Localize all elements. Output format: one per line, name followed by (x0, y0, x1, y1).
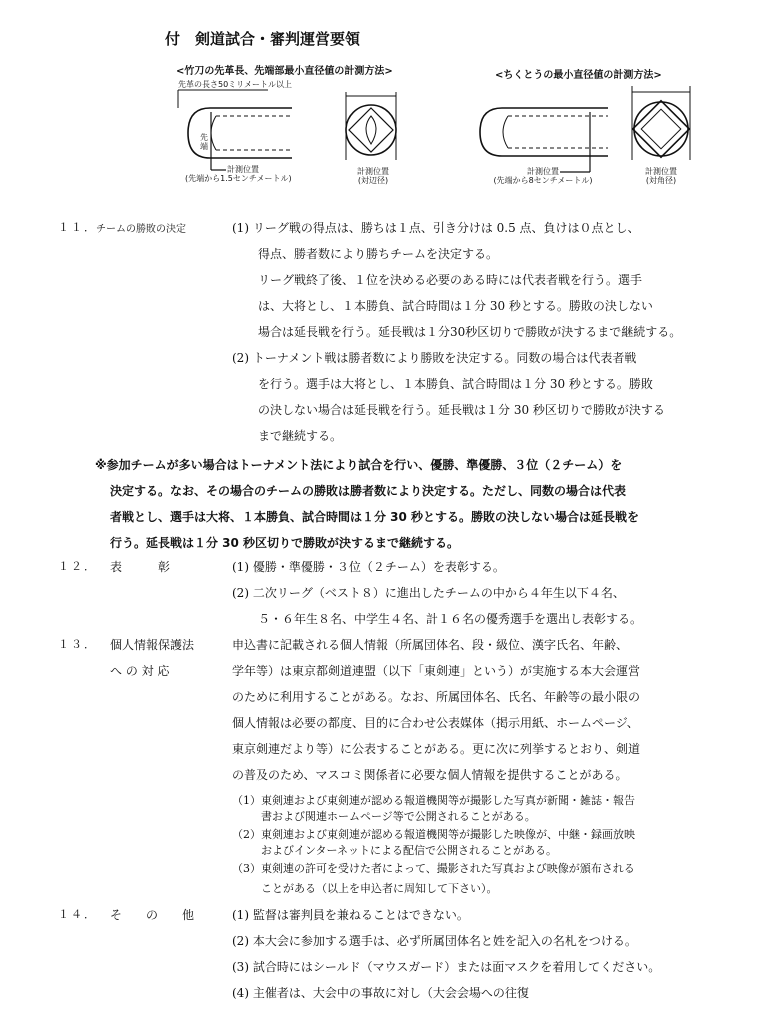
section-11-line-3: リーグ戦終了後、１位を決める必要のある時には代表者戦を行う。選手 (258, 273, 643, 287)
notice-line-4: 行う。延長戦は１分 30 秒区切りで勝敗が決するまで継続する。 (110, 536, 460, 550)
section-11-line-6: (2) トーナメント戦は勝者数により勝敗を決定する。同数の場合は代表者戦 (232, 351, 637, 365)
section-13-line-1: 申込書に記載される個人情報（所属団体名、段・級位、漢字氏名、年齢、 (232, 638, 629, 652)
section-11-label: チームの勝敗の決定 (96, 224, 186, 235)
notice-line-1: ※参加チームが多い場合はトーナメント法により試合を行い、優勝、準優勝、３位（２チーム）を (95, 458, 623, 472)
left-figure-note: 先革の長さ50ミリメートル以上 (178, 80, 293, 89)
section-13-line-4: 個人情報は必要の都度、目的に合わせ公表媒体（掲示用紙、ホームページ、 (232, 716, 639, 730)
section-13-line-2: 学年等）は東京都剣道連盟（以下「東剣連」という）が実施する本大会運営 (232, 664, 641, 678)
section-12-line-1: (1) 優勝・準優勝・３位（２チーム）を表彰する。 (232, 560, 505, 574)
section-13-item-3a: （3）東剣連の許可を受けた者によって、撮影された写真および映像が頒布される (232, 862, 635, 875)
right-measure-label: 計測位置 (先端から8センチメートル) (493, 167, 593, 185)
section-12-label: 表 彰 (110, 560, 171, 574)
section-13-line-5: 東京剣連だより等）に公表することがある。更に次に列挙するとおり、剣道 (232, 742, 641, 756)
left-shinai-inner-lines (216, 116, 292, 150)
left-shinai-tip-curve (211, 116, 216, 150)
section-13-line-6: の普及のため、マスコミ関係者に必要な個人情報を提供することがある。 (232, 768, 628, 782)
section-14-line-1: (1) 監督は審判員を兼ねることはできない。 (232, 908, 469, 922)
notice-line-2: 決定する。なお、その場合のチームの勝敗は勝者数により決定する。ただし、同数の場合は代表 (110, 484, 627, 498)
left-measure-label: 計測位置 (先端から1.5センチメートル) (185, 165, 292, 183)
section-13-label-2: へ の 対 応 (110, 664, 170, 678)
section-12-number: １２． (58, 560, 97, 573)
section-11-line-5: 場合は延長戦を行う。延長戦は１分30秒区切りで勝敗が決するまで継続する。 (258, 325, 682, 339)
section-13-item-1a: （1）東剣連および東剣連が認める報道機関等が撮影した写真が新聞・雑誌・報告 (232, 794, 635, 807)
left-cross-diamond (349, 108, 393, 152)
section-13-item-1b: 書および関連ホームページ等で公開されることがある。 (261, 810, 536, 823)
right-shinai-tip-curve (503, 116, 508, 148)
left-cross-circle (346, 105, 396, 155)
section-13-item-2a: （2）東剣連および東剣連が認める報道機関等が撮影した映像が、中継・録画放映 (232, 828, 635, 841)
page-title: 付 剣道試合・審判運営要領 (165, 30, 361, 48)
section-14-line-3: (3) 試合時にはシールド（マウスガード）または面マスクを着用してください。 (232, 960, 661, 974)
section-14-label: そ の 他 (110, 908, 195, 922)
left-figure-caption: <竹刀の先革長、先端部最小直径値の計測方法> (176, 66, 393, 77)
side-note-tip: 先端 (200, 133, 208, 151)
notice-line-3: 者戦とし、選手は大将、１本勝負、試合時間は１分 30 秒とする。勝敗の決しない場合は延長戦を (110, 510, 640, 524)
section-13-label-1: 個人情報保護法 (110, 638, 195, 652)
right-figure-caption: <ちくとうの最小直径値の計測方法> (495, 70, 662, 81)
section-13-number: １３． (58, 638, 97, 651)
left-end-label: 計測位置 (対辺径) (357, 167, 389, 185)
section-14-line-2: (2) 本大会に参加する選手は、必ず所属団体名と姓を記入の名札をつける。 (232, 934, 637, 948)
right-cross-circle (634, 102, 688, 156)
section-11-number: １１． (58, 221, 97, 234)
section-11-line-8: の決しない場合は延長戦を行う。延長戦は１分 30 秒区切りで勝敗が決する (258, 403, 665, 417)
section-14-number: １４． (58, 908, 97, 921)
section-11-line-2: 得点、勝者数により勝ちチームを決定する。 (258, 247, 499, 261)
section-12-line-3: ５・６年生８名、中学生４名、計１６名の優秀選手を選出し表彰する。 (258, 612, 643, 626)
section-11-line-7: を行う。選手は大将とし、１本勝負、試合時間は１分 30 秒とする。勝敗 (258, 377, 653, 391)
left-cross-inner (366, 116, 376, 144)
section-12-line-2: (2) 二次リーグ（ベスト８）に進出したチームの中から４年生以下４名、 (232, 586, 625, 600)
right-end-label: 計測位置 (対角径) (645, 167, 677, 185)
section-11-line-4: は、大将とし、１本勝負、試合時間は１分 30 秒とする。勝敗の決しない (258, 299, 653, 313)
section-11-line-9: まで継続する。 (258, 429, 343, 443)
right-shinai-outline (480, 108, 608, 156)
section-13-item-3b: ことがある（以上を申込者に周知して下さい）。 (261, 882, 498, 895)
section-11-line-1: (1) リーグ戦の得点は、勝ちは１点、引き分けは 0.5 点、負けは０点とし、 (232, 221, 640, 235)
section-13-line-3: のために利用することがある。なお、所属団体名、氏名、年齢等の最小限の (232, 690, 641, 704)
section-14-line-4: (4) 主催者は、大会中の事故に対し（大会会場への往復 (232, 986, 529, 1000)
section-13-item-2b: およびインターネットによる配信で公開されることがある。 (261, 844, 558, 857)
right-shinai-inner-lines (508, 116, 608, 148)
